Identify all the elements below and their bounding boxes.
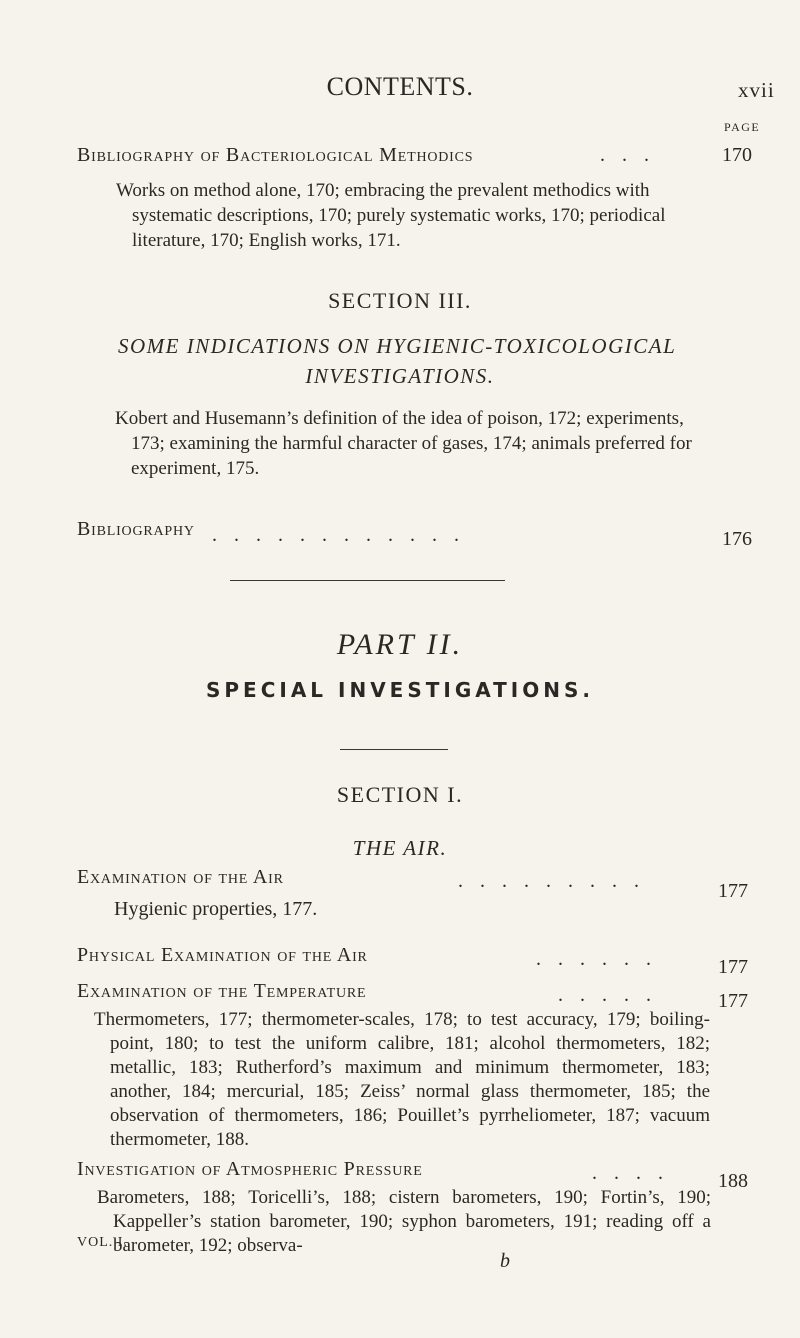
leader-dots: . . .	[600, 144, 655, 166]
entry-title-bibliography-methods: Bibliography of Bacteriological Methodics	[77, 144, 474, 166]
page-ref: 177	[718, 990, 748, 1012]
entry-title-examination-air: Examination of the Air	[77, 866, 284, 888]
page-ref: 188	[718, 1170, 748, 1192]
leader-dots: . . . .	[592, 1162, 669, 1184]
section-i-subheading: THE AIR.	[352, 836, 448, 860]
leader-dots: . . . . . .	[536, 948, 657, 970]
part-ii-heading: PART II.	[336, 628, 464, 661]
page-ref: 177	[718, 956, 748, 978]
page-ref: 177	[718, 880, 748, 902]
entry-title-bibliography: Bibliography	[77, 518, 195, 540]
section-iii-subheading-line2: INVESTIGATIONS.	[305, 364, 495, 388]
section-iii-subheading-line1: SOME INDICATIONS ON HYGIENIC-TOXICOLOGICAL	[118, 334, 677, 358]
divider-rule	[230, 580, 505, 581]
part-ii-subheading: SPECIAL INVESTIGATIONS.	[205, 678, 594, 702]
entry-body-examination-air: Hygienic properties, 177.	[114, 898, 318, 920]
page-ref: 176	[722, 528, 752, 550]
entry-title-atmospheric-pressure: Investigation of Atmospheric Pressure	[77, 1158, 423, 1180]
entry-body-atmospheric-pressure: Barometers, 188; Toricelli’s, 188; cistern barometers, 190; Fortin’s, 190; Kappeller’s station barometer, 190; syphon barometers, 191; reading off a barometer, 192; observa-	[97, 1187, 711, 1256]
volume-label: VOL. I.	[77, 1235, 128, 1250]
section-iii-body: Kobert and Husemann’s definition of the idea of poison, 172; experiments, 173; examining the harmful character of gases, 174; animals preferred for experiment, 175.	[115, 408, 692, 479]
leader-dots: . . . . . . . . .	[458, 870, 645, 892]
leader-dots: . . . . . . . . . . . .	[212, 524, 465, 546]
running-head-title: CONTENTS.	[326, 72, 474, 101]
entry-body-examination-temperature: Thermometers, 177; thermometer-scales, 178; to test accuracy, 179; boiling-point, 180; to test the uniform calibre, 181; alcohol thermometers, 182; metallic, 183; Rutherford’s maximum and minimum thermometer, 183; another, 184; mercurial, 185; Zeiss’ normal glass thermometer, 185; the observation of thermometers, 186; Pouillet’s pyrrheliometer, 187; vacuum thermometer, 188.	[94, 1009, 710, 1150]
signature-mark: b	[500, 1250, 510, 1272]
section-iii-heading: SECTION III.	[328, 288, 472, 313]
entry-body-bibliography-methods: Works on method alone, 170; embracing the prevalent methodics with systematic descriptions, 170; purely systematic works, 170; periodical literature, 170; English works, 171.	[116, 180, 666, 251]
entry-title-physical-examination: Physical Examination of the Air	[77, 944, 368, 966]
divider-rule-short	[340, 749, 448, 750]
page-number-roman: xvii	[738, 78, 775, 102]
section-i-heading: SECTION I.	[336, 782, 464, 807]
entry-title-examination-temperature: Examination of the Temperature	[77, 980, 367, 1002]
leader-dots: . . . . .	[558, 984, 657, 1006]
page-column-label: PAGE	[724, 120, 761, 134]
page-ref: 170	[722, 144, 752, 166]
